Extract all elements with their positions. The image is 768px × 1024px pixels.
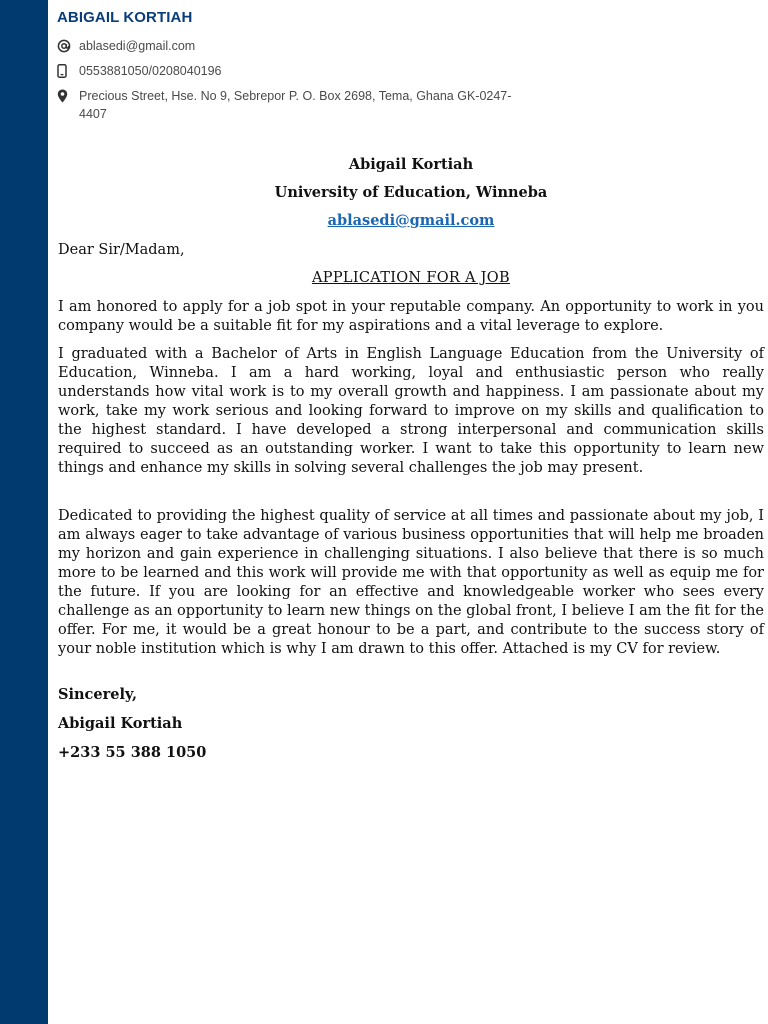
contact-address-row	[57, 87, 537, 123]
at-icon	[57, 37, 79, 55]
letter-subject: APPLICATION FOR A JOB	[312, 270, 510, 286]
contact-address: Precious Street, Hse. No 9, Sebrepor P. O. Box 2698, Tema, Ghana GK-0247-4407	[79, 89, 512, 121]
sender-email-link[interactable]: ablasedi@gmail.com	[327, 212, 495, 229]
sender-school: University of Education, Winneba	[274, 184, 548, 201]
contact-email[interactable]: ablasedi@gmail.com	[79, 39, 196, 53]
closing-sincerely: Sincerely,	[58, 686, 138, 703]
location-pin-icon	[57, 87, 79, 105]
contact-phone[interactable]: 0553881050/0208040196	[79, 64, 222, 78]
signature-phone: +233 55 388 1050	[58, 744, 207, 761]
contact-email-row	[57, 37, 537, 55]
body-paragraph-1: I am honored to apply for a job spot in your reputable company. An opportunity to work in you company would be a suitable fit for my aspirations and a vital leverage to explore.	[58, 299, 764, 334]
resume-header	[57, 8, 537, 123]
sender-name: Abigail Kortiah	[348, 156, 474, 173]
salutation: Dear Sir/Madam,	[58, 242, 185, 258]
body-paragraph-2: I graduated with a Bachelor of Arts in English Language Education from the University of Education, Winneba. I am a hard working, loyal and enthusiastic person who really understands how vital work is to my overall growth and happiness. I am passionate about my work, take my work serious and looking forward to improve on my skills and qualification to the highest standard. I have developed a strong interpersonal and communication skills required to succeed as an outstanding worker. I want to take this opportunity to learn new things and enhance my skills in solving several challenges the job may present.	[58, 346, 764, 476]
contact-phone-row	[57, 62, 537, 80]
header-name: ABIGAIL KORTIAH	[57, 9, 193, 26]
body-paragraph-3: Dedicated to providing the highest quality of service at all times and passionate about my job, I am always eager to take advantage of various business opportunities that will help me broaden my horizon and gain experience in challenging situations. I also believe that there is so much more to be learned and this work will provide me with that opportunity as well as equip me for the future. If you are looking for an effective and knowledgeable worker who sees every challenge as an opportunity to learn new things on the global front, I believe I am the fit for the offer. For me, it would be a great honour to be a part, and contribute to the success story of your noble institution which is why I am drawn to this offer. Attached is my CV for review.	[58, 508, 764, 657]
sidebar-accent-bar	[0, 0, 48, 1024]
phone-icon	[57, 62, 79, 80]
signature-name: Abigail Kortiah	[58, 715, 183, 732]
